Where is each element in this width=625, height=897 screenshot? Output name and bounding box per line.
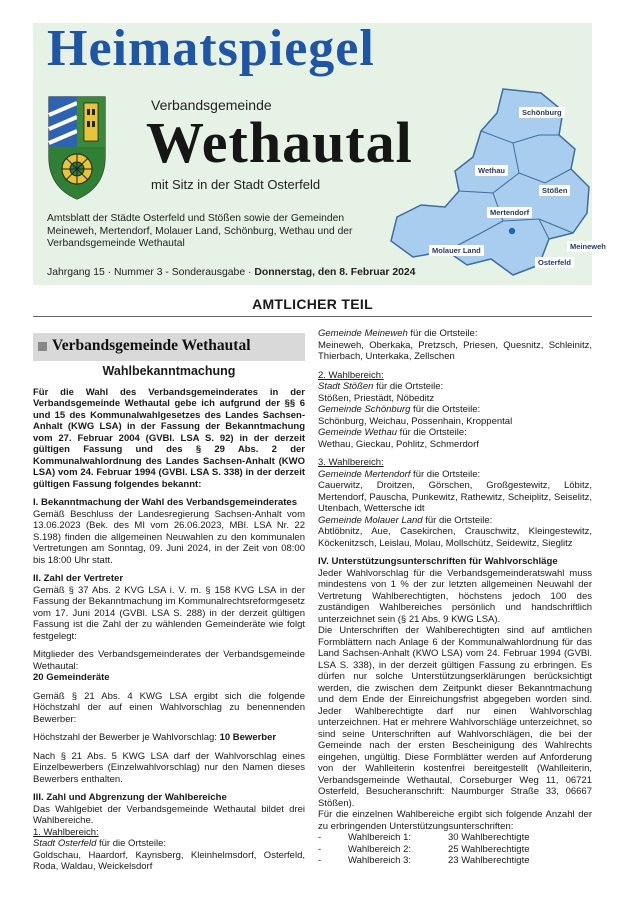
table-row bbox=[318, 832, 592, 844]
paragraph-4: Gemäß § 21 Abs. 4 KWG LSA ergibt sich die folgende Höchstzahl der auf einen Wahlvorschlag zu benennenden Bewerber: bbox=[33, 690, 305, 725]
section-title: AMTLICHER TEIL bbox=[252, 296, 373, 312]
ortsteile-suffix: für die Ortsteile: bbox=[422, 514, 493, 526]
gemeinde-molauer-land: Gemeinde Molauer Land bbox=[318, 514, 423, 526]
stadt-stoessen: Stadt Stößen bbox=[318, 381, 374, 392]
paragraph-r1: Jeder Wahlvorschlag für die Verbandsgemeinderatswahl muss mindestens von 1 % der zur letzten allgemeinen Neuwahl der Vertretung Wahlberechtigten, höchstens jedoch 100 des zuständigen Wahlbereiches persönlich und handschriftlich unterzeichnet sein (§ 21 Abs. 9 KWG LSA). bbox=[318, 567, 592, 625]
max-candidates-label: Höchstzahl der Bewerber je Wahlvorschlag: bbox=[33, 732, 220, 743]
intro-paragraph: Für die Wahl des Verbandsgemeinderates in der Verbandsgemeinde Wethautal gebe ich aufgrund der §§ 6 und 15 des Kommunalwahlgesetzes des Landes Sachsen-Anhalt (KWG LSA) in der Fassung der Bekanntmachung vom 27. Februar 2004 (GVBl. LSA S. 92) in der derzeit gültigen Fassung und des § 29 Abs. 2 der Kommunalwahlordnung des Landes Sachsen-Anhalt (KWO LSA) vom 24. Februar 1994 (GVBl. LSA S. 338) in der derzeit gültigen Fassung folgendes bekannt: bbox=[33, 386, 305, 490]
map-label-wethau: Wethau bbox=[475, 165, 508, 176]
wahlbereich-2-label: 2. Wahlbereich: bbox=[318, 369, 384, 381]
ortsteile-suffix: für die Ortsteile: bbox=[397, 427, 467, 438]
ortsteile-suffix: für die Ortsteile: bbox=[410, 404, 481, 415]
heading-3: III. Zahl und Abgrenzung der Wahlbereiche bbox=[33, 792, 227, 803]
vg-heading: Verbandsgemeinde Wethautal bbox=[52, 337, 251, 354]
map-label-molauer-land: Molauer Land bbox=[429, 245, 484, 256]
row-name: Wahlbereich 1: bbox=[348, 832, 412, 843]
heading-4: IV. Unterstützungsunterschriften für Wahlvorschläge bbox=[318, 556, 558, 567]
coat-of-arms-icon bbox=[46, 95, 108, 203]
paragraph-1: Gemäß Beschluss der Landesregierung Sachsen-Anhalt vom 13.06.2023 (Bek. des MI vom 26.06.2023, MBl. LSA Nr. 22 S.198) finden die allgemeinen Neuwahlen zu den kommunalen Vertretungen am Sonntag, 09. Juni 2024, in der Zeit von 08:00 bis 18:00 Uhr statt. bbox=[33, 508, 305, 566]
paragraph-5 bbox=[33, 732, 305, 744]
row-count: 30 Wahlberechtigte bbox=[448, 832, 530, 843]
gemeinde-wethau: Gemeinde Wethau bbox=[318, 427, 398, 438]
gemeinde-meineweh: Gemeinde Meineweh bbox=[318, 328, 408, 339]
issue-date: Donnerstag, den 8. Februar 2024 bbox=[254, 267, 416, 278]
table-row bbox=[318, 844, 592, 856]
amtsblatt-text: Amtsblatt der Städte Osterfeld und Stößen sowie der Gemeinden Meineweh, Mertendorf, Molauer Land, Schönburg, Wethau und der Verbandsgemeinde Wethautal bbox=[47, 213, 353, 249]
paragraph-7: Das Wahlgebiet der Verbandsgemeinde Wethautal bildet drei Wahlbereiche. bbox=[33, 803, 305, 826]
region-map bbox=[363, 83, 606, 293]
paragraph-2: Gemäß § 37 Abs. 2 KVG LSA i. V. m. § 158 KVG LSA in der Fassung der Bekanntmachung im Kommunalrechtsreformgesetz vom 17. Juni 2014 (GVBl. LSA S. 288) in der derzeit gültigen Fassung ist die Zahl der zu wählenden Gemeinderäte wie folgt festgelegt: bbox=[33, 584, 305, 642]
ortsteile-suffix: für die Ortsteile: bbox=[96, 838, 167, 849]
paragraph-r3: Für die einzelnen Wahlbereiche ergibt sich folgende Anzahl der zu erbringenden Unterstützungsunterschriften: bbox=[318, 809, 592, 832]
left-column bbox=[33, 366, 305, 873]
map-label-osterfeld: Osterfeld bbox=[535, 257, 574, 268]
newspaper-title: Heimatspiegel bbox=[47, 20, 375, 77]
osterfeld-ortsteile: Goldschau, Haardorf, Kaynsberg, Kleinhelmsdorf, Osterfeld, Roda, Waldau, Weickelsdorf bbox=[33, 849, 305, 872]
heading-1: I. Bekanntmachung der Wahl des Verbandsgemeinderates bbox=[33, 497, 298, 508]
row-count: 23 Wahlberechtigte bbox=[448, 855, 530, 866]
stoessen-ortsteile: Stößen, Priestädt, Nöbeditz bbox=[318, 392, 435, 404]
row-name: Wahlbereich 2: bbox=[348, 843, 412, 855]
vg-heading-box bbox=[33, 333, 305, 361]
map-label-schoenburg: Schönburg bbox=[519, 107, 565, 118]
paragraph-6: Nach § 21 Abs. 5 KWG LSA darf der Wahlvorschlag eines Einzelbewerbers (Einzelwahlvorschlag) nur den Namen dieses Bewerbers enthalten. bbox=[33, 750, 305, 785]
meineweh-ortsteile: Meineweh, Oberkaka, Pretzsch, Priesen, Quesnitz, Schleinitz, Thierbach, Unterkaka, Zellschen bbox=[318, 339, 592, 362]
map-label-mertendorf: Mertendorf bbox=[487, 207, 532, 218]
issue-number: Jahrgang 15 · Nummer 3 - Sonderausgabe · bbox=[47, 267, 255, 278]
row-dash: - bbox=[318, 832, 322, 843]
schoenburg-ortsteile: Schönburg, Weichau, Possenhain, Kroppental bbox=[318, 415, 513, 427]
ortsteile-suffix: für die Ortsteile: bbox=[410, 468, 481, 480]
vg-label: Verbandsgemeinde bbox=[151, 97, 272, 113]
mertendorf-ortsteile: Cauerwitz, Droitzen, Görschen, Großgestewitz, Löbitz, Mertendorf, Pauscha, Punkewitz, Rathewitz, Scheiplitz, Seiselitz, Utenbach, Wettersche idt bbox=[318, 480, 592, 514]
row-dash: - bbox=[318, 855, 322, 866]
wahlbereich-3-label: 3. Wahlbereich: bbox=[318, 457, 384, 468]
gemeinde-schoenburg: Gemeinde Schönburg bbox=[318, 404, 411, 415]
stadt-osterfeld: Stadt Osterfeld bbox=[33, 838, 97, 849]
wethau-ortsteile: Wethau, Gieckau, Pohlitz, Schmerdorf bbox=[318, 438, 479, 450]
wahlbereich-1-label: 1. Wahlbereich: bbox=[33, 826, 99, 838]
issue-line bbox=[47, 267, 415, 278]
square-icon bbox=[38, 342, 47, 351]
row-name: Wahlbereich 3: bbox=[348, 855, 412, 866]
masthead bbox=[33, 20, 606, 285]
ortsteile-suffix: für die Ortsteile: bbox=[407, 328, 478, 339]
max-candidates-value: 10 Bewerber bbox=[219, 732, 277, 743]
heading-2: II. Zahl der Vertreter bbox=[33, 573, 124, 584]
section-divider bbox=[33, 316, 592, 317]
right-column bbox=[318, 328, 592, 867]
map-label-meineweh: Meineweh bbox=[567, 241, 609, 252]
row-count: 25 Wahlberechtigte bbox=[448, 843, 530, 855]
council-count: 20 Gemeinderäte bbox=[33, 672, 110, 683]
ortsteile-suffix: für die Ortsteile: bbox=[373, 381, 444, 392]
table-row bbox=[318, 855, 592, 867]
seat-line: mit Sitz in der Stadt Osterfeld bbox=[151, 177, 321, 192]
vg-name: Wethautal bbox=[146, 110, 413, 175]
paragraph-3: Mitglieder des Verbandsgemeinderates der Verbandsgemeinde Wethautal: bbox=[33, 649, 305, 672]
gemeinde-mertendorf: Gemeinde Mertendorf bbox=[318, 468, 411, 480]
molauer-ortsteile: Abtlöbnitz, Aue, Casekirchen, Crauschwitz, Kleingestewitz, Köckenitzsch, Leislau, Molau, Mollschütz, Seidewitz, Sieglitz bbox=[318, 526, 592, 549]
article-title: Wahlbekanntmachung bbox=[102, 364, 236, 378]
map-label-stoessen: Stößen bbox=[539, 185, 570, 196]
paragraph-r2: Die Unterschriften der Wahlberechtigten sind auf amtlichen Formblättern nach Anlage 6 der Kommunalwahlordnung für das Land Sachsen-Anhalt (KWO LSA) vom 24. Februar 1994 (GVBl. LSA S. 338), in der derzeit gültigen Fassung zu erbringen. Es dürfen nur solche Unterstützungserklärungen berücksichtigt werden, die zwischen dem Zeitpunkt dieser Bekanntmachung und dem Ende der Einreichungsfrist abgegeben worden sind. Jeder Wahlberechtigte darf nur einen Wahlvorschlag unterzeichnen. Hat er mehrere Wahlvorschläge unterzeichnet, so sind seine Unterschriften auf Wahlvorschlägen, die bei der Gemeinde nach der ersten Bescheinigung des Wahlrechts eingehen, ungültig. Diese Formblätter werden auf Anforderung von der Wahlleiterin kostenfrei bereitgestellt (Wahlleiterin, Verbandsgemeinde Wethautal, Corseburger Weg 11, 06721 Osterfeld, Besucheranschrift: Naumburger Straße 33, 06667 Stößen). bbox=[318, 625, 592, 809]
row-dash: - bbox=[318, 843, 322, 855]
